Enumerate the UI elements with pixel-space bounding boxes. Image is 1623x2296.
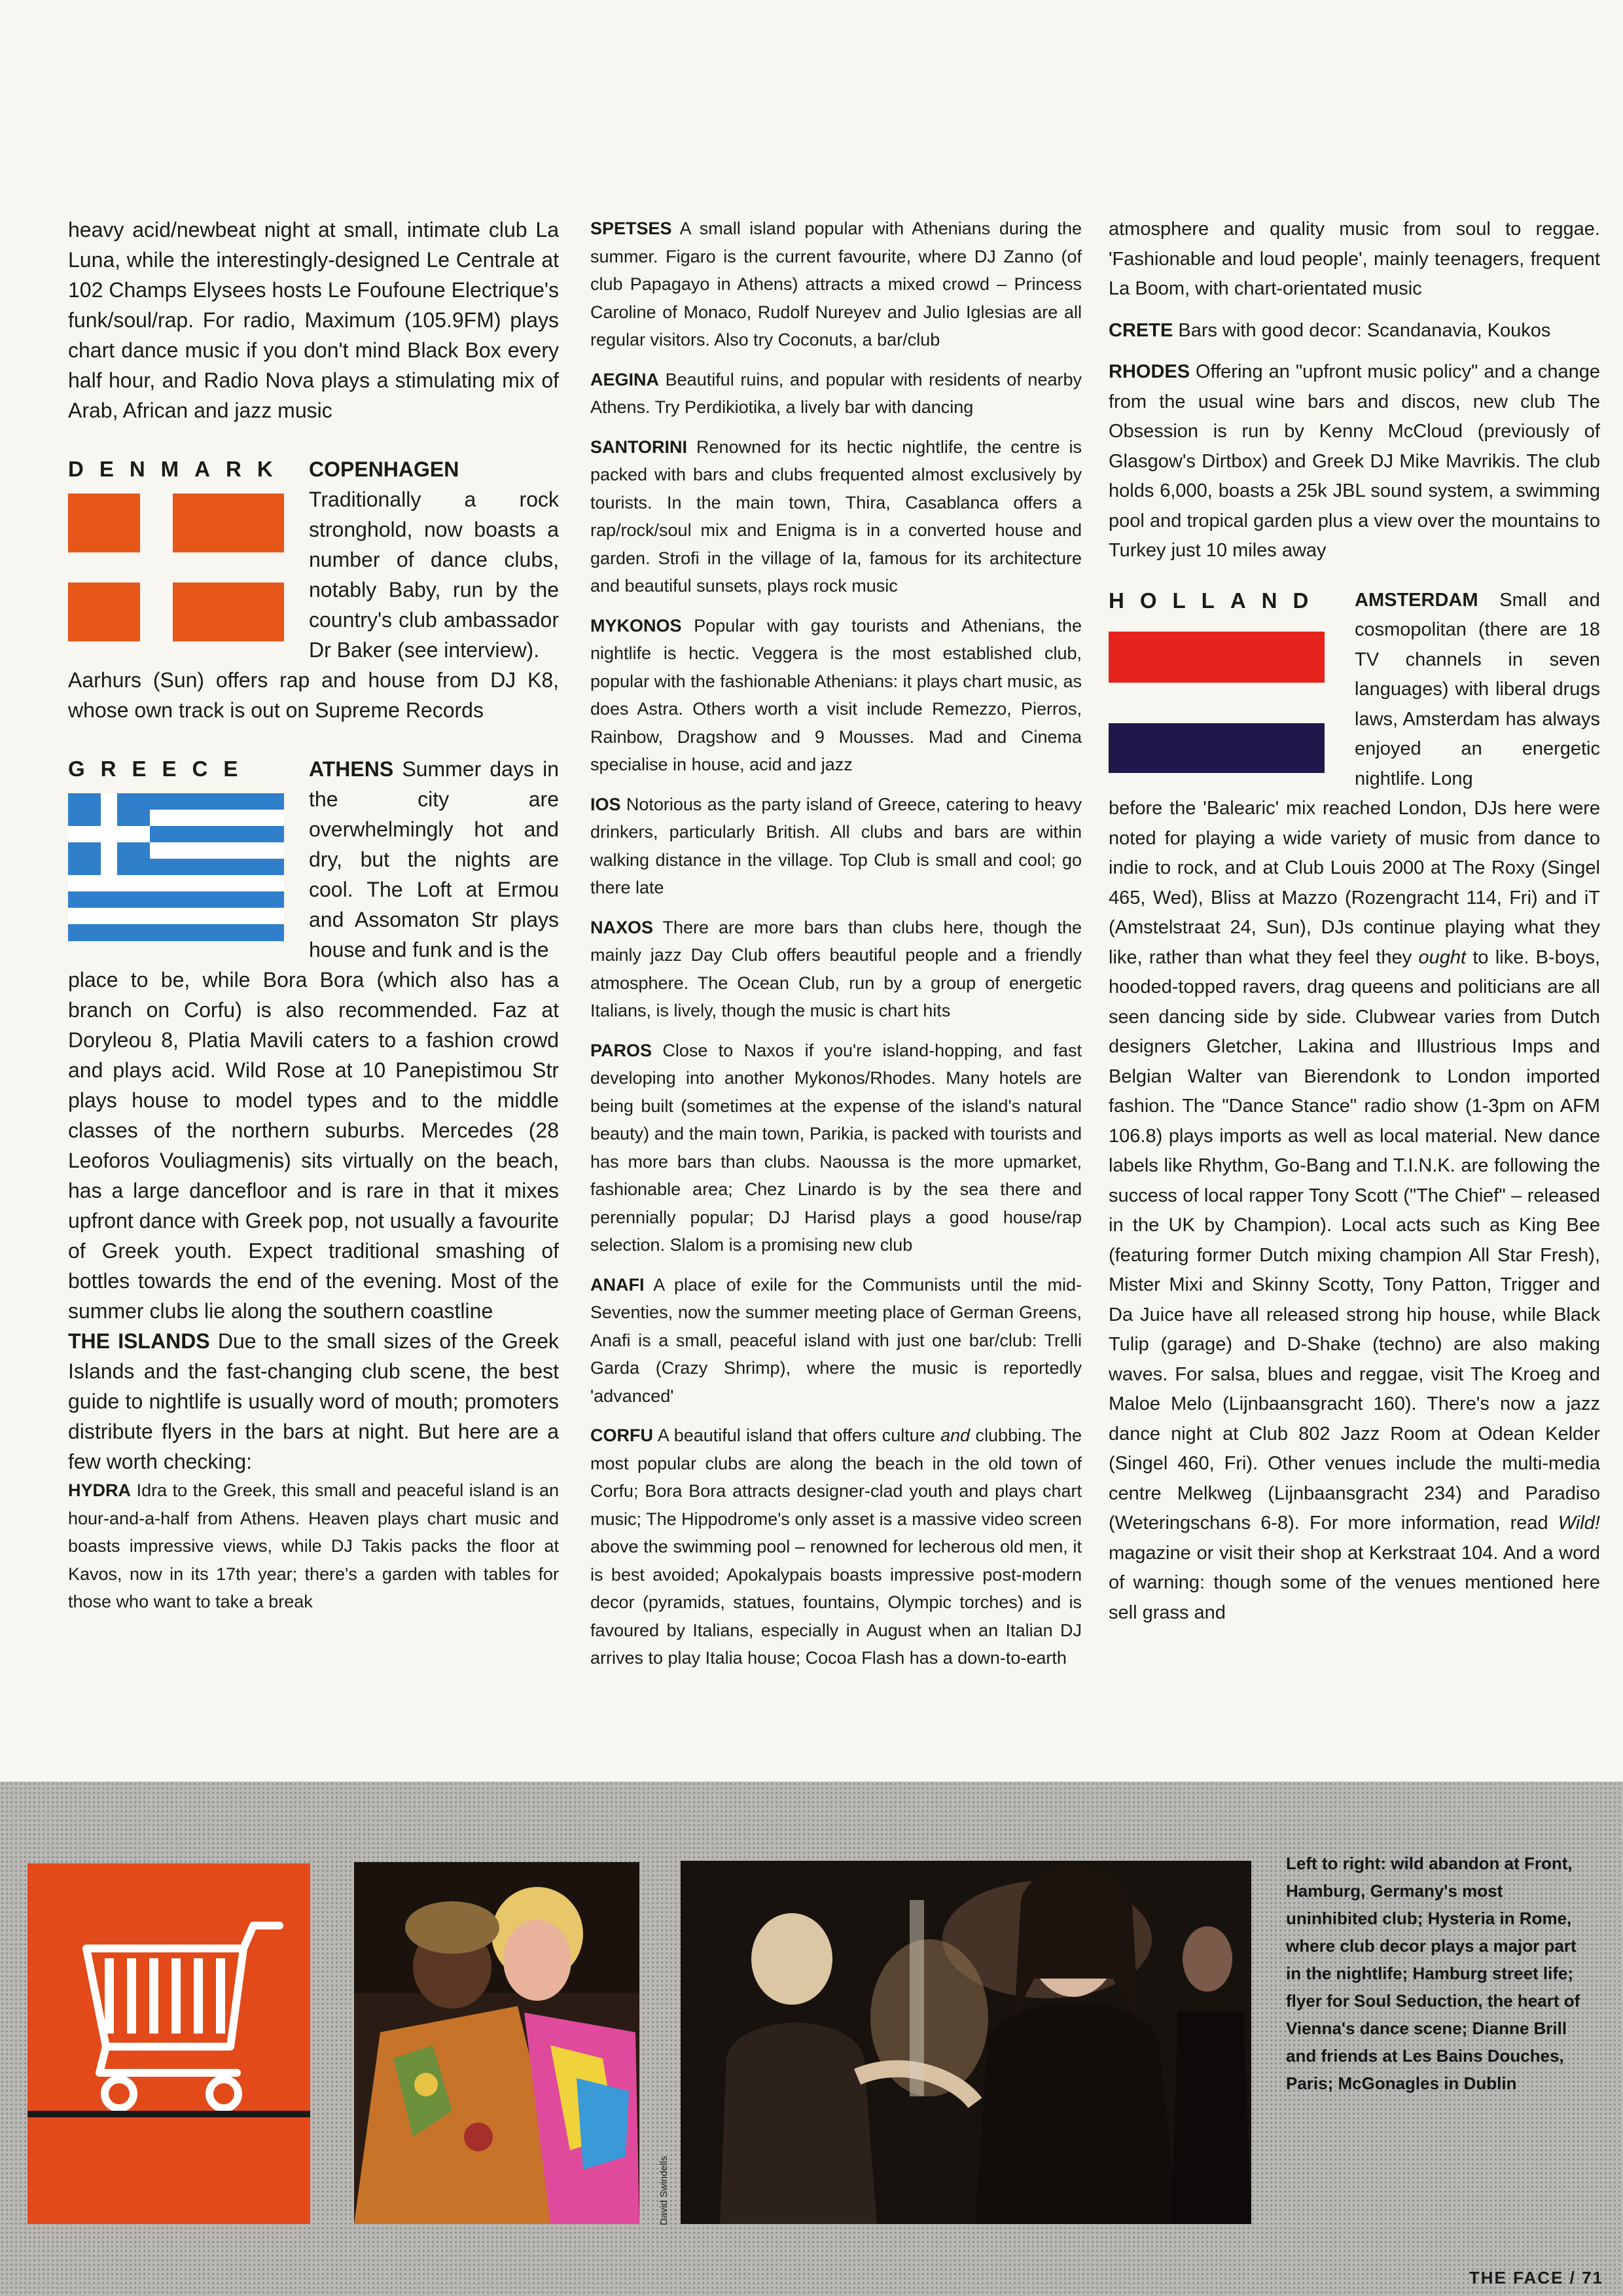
club-photo-2 — [681, 1861, 1251, 2224]
greece-section — [68, 754, 559, 1326]
paris-intro: heavy acid/newbeat night at small, intimate club La Luna, while the interestingly-designed Le Centrale at 102 Champs Elysees hosts Le Foufoune Electrique's funk/soul/rap. For radio, Maximum (105.9FM) plays chart dance music if you don't mind Black Box every half hour, and Radio Nova plays a stimulating mix of Arab, African and jazz music — [68, 218, 559, 422]
islands-section — [68, 1326, 559, 1477]
island-name: HYDRA — [68, 1480, 132, 1500]
island-name: MYKONOS — [590, 615, 682, 636]
island-name: CRETE — [1109, 319, 1173, 341]
denmark-section — [68, 454, 559, 725]
islands-text: Due to the small sizes of the Greek Islands and the fast-changing club scene, the best guide to nightlife is usually word of mouth; promoters distribute flyers in the bars at night. But here are a few worth checking: — [68, 1329, 560, 1473]
island-entry-aegina — [590, 366, 1082, 422]
city-athens: ATHENS — [309, 757, 394, 781]
holland-text-cont — [1109, 794, 1600, 1628]
holland-emphasis-wild: Wild! — [1558, 1513, 1600, 1534]
island-name: RHODES — [1109, 361, 1190, 382]
column-2 — [590, 215, 1082, 1684]
page-folio: THE FACE / 71 — [1469, 2268, 1603, 2287]
country-name-holland: HOLLAND — [1109, 588, 1325, 613]
island-entry-paros — [590, 1037, 1082, 1259]
island-text: Notorious as the party island of Greece, catering to heavy drinkers, particularly British. All clubs and bars are within walking distance in the village. Top Club is small and cool; go there late — [590, 794, 1082, 897]
island-name: ANAFI — [590, 1274, 645, 1295]
island-entry-ios — [590, 791, 1082, 902]
island-name: CORFU — [590, 1426, 653, 1445]
island-entry-corfu — [590, 1422, 1082, 1672]
corfu-text-2: clubbing. The most popular clubs are along the beach in the old town of Corfu; Bora Bora attracts designer-clad youth and plays chart music; The Hippodrome's only asset is a massive video screen above the swimming pool – renowned for lecherous old men, it is best avoided; Apokalypais boasts impressive post-modern decor (pyramids, statues, fountains, Olympic torches) and is favoured by Italians, especially in August when an Italian DJ arrives to play Italia house; Cocoa Flash has a down-to-earth — [590, 1426, 1082, 1668]
athens-text: Summer days in the city are overwhelmingly hot and dry, but the nights are cool. The Loft at Ermou and Assomaton Str plays house and funk and is the — [309, 757, 560, 961]
holland-text-1: before the 'Balearic' mix reached London, DJs here were noted for playing a wide variety of music from dance to indie to rock, and at Club Louis 2000 at The Roxy (Singel 465, Wed), Bliss at Mazzo (Rozengracht 114, Fri) and iT (Amstelstraat 24, Sun), DJs continue playing what they like, rather than what they feel they — [1109, 798, 1600, 968]
photo-caption: Left to right: wild abandon at Front, Hamburg, Germany's most uninhibited club; Hysteria in Rome, where club decor plays a major part in the nightlife; Hamburg street life; flyer for Soul Seduction, the heart of Vienna's dance scene; Dianne Brill and friends at Les Bains Douches, Paris; McGonagles in Dublin — [1286, 1854, 1580, 2093]
island-entry-rhodes — [1109, 357, 1600, 566]
island-text: Beautiful ruins, and popular with residents of nearby Athens. Try Perdikiotika, a lively bar with dancing — [590, 369, 1082, 417]
island-text: Popular with gay tourists and Athenians, the nightlife is hectic. Veggera is the most established club, popular with the fashionable Athenians: it plays chart music, as does Astra. Others worth a visit include Remezzo, Pierros, Rainbow, Dragshow and 9 Mousses. Mad and Cinema specialise in house, acid and jazz — [590, 615, 1082, 774]
corfu-emphasis: and — [940, 1426, 971, 1445]
island-text: Close to Naxos if you're island-hopping, and fast developing into another Mykonos/Rhodes. Many hotels are being built (sometimes at the expense of the island's natural beauty) and the main town, Parikia, is packed with tourists and has more bars than clubs. Naoussa is the more upmarket, fashionable area; Chez Linardo is by the sea there and perennially popular; DJ Harisd plays a good house/rap selection. Slalom is a promising new club — [590, 1040, 1082, 1255]
copenhagen-text: Traditionally a rock stronghold, now boasts a number of dance clubs, notably Baby, run by the country's club ambassador Dr Baker (see interview). — [309, 488, 559, 662]
island-name: IOS — [590, 794, 621, 814]
shopping-cart-panel — [27, 1863, 310, 2224]
holland-text-3: magazine or visit their shop at Kerkstraat 104. And a word of warning: though some of the venues mentioned here sell grass and — [1109, 1542, 1600, 1623]
photo-credit: David Swindells — [658, 2156, 669, 2225]
island-name: SANTORINI — [590, 437, 688, 457]
greece-text-cont: place to be, while Bora Bora (which also has a branch on Corfu) is also recommended. Faz at Doryleou 8, Platia Mavili caters to a fashion crowd and plays acid. Wild Rose at 10 Panepistimou Str plays house to model types and to the middle classes of the northern suburbs. Mercedes (28 Leoforos Vouliagmenis) sits virtually on the beach, has a large dancefloor and is rare in that it mixes upfront dance with Greek pop, not usually a favourite of Greek youth. Expect traditional smashing of bottles towards the end of the evening. Most of the summer clubs lie along the southern coastline — [68, 968, 559, 1323]
corfu-continued: atmosphere and quality music from soul to reggae. 'Fashionable and loud people', mainly teenagers, frequent La Boom, with chart-orientated music — [1109, 219, 1600, 299]
island-text: Renowned for its hectic nightlife, the centre is packed with bars and clubs frequented almost exclusively by tourists. In the main town, Thira, Casablanca offers a rap/rock/soul mix and Enigma is in a converted house and garden. Strofi in the village of Ia, famous for its architecture and beautiful sunsets, plays rock music — [590, 437, 1082, 596]
islands-heading: THE ISLANDS — [68, 1329, 210, 1353]
island-entry-crete — [1109, 316, 1600, 346]
club-photo-1 — [354, 1862, 639, 2224]
island-entry-naxos — [590, 914, 1082, 1025]
city-amsterdam: AMSTERDAM — [1355, 589, 1478, 611]
country-name-greece: GREECE — [68, 757, 254, 781]
island-text: Bars with good decor: Scandanavia, Koukos — [1178, 319, 1551, 341]
island-entry-anafi — [590, 1271, 1082, 1410]
shopping-cart-icon — [27, 1863, 310, 2224]
island-name: AEGINA — [590, 369, 660, 389]
denmark-text-cont: Aarhurs (Sun) offers rap and house from DJ K8, whose own track is out on Supreme Records — [68, 668, 559, 722]
island-entry-spetses — [590, 215, 1082, 354]
country-name-denmark: DENMARK — [68, 457, 289, 481]
greece-flag-icon — [68, 793, 284, 941]
amsterdam-text: Small and cosmopolitan (there are 18 TV channels in seven languages) with liberal drugs laws, Amsterdam has always enjoyed an energetic nightlife. Long — [1355, 589, 1600, 789]
island-entry-hydra — [68, 1477, 559, 1616]
holland-emphasis-ought: ought — [1418, 946, 1467, 968]
island-text: A place of exile for the Communists until the mid-Seventies, now the summer meeting place of German Greens, Anafi is a small, peaceful island with just one bar/club: Trelli Garda (Crazy Shrimp), where the music is reportedly 'advanced' — [590, 1274, 1082, 1406]
holland-section — [1109, 586, 1600, 1628]
island-text: Idra to the Greek, this small and peaceful island is an hour-and-a-half from Athens. Heaven plays chart music and boasts impressive views, while DJ Takis packs the floor at Kavos, now in its 17th year; there's a garden with tables for those who want to take a break — [68, 1480, 559, 1611]
holland-text-2: to like. B-boys, hooded-topped ravers, drag queens and politicians are all seen dancing side by side. Clubwear varies from Dutch designers Gletcher, Lakina and Illustrious Imps and Belgian Walter van Bierendonk to London imported fashion. The "Dance Stance" radio show (1-3pm on AFM 106.8) plays imports as well as local material. New dance labels like Rhythm, Go-Bang and T.I.N.K. are following the success of local rapper Tony Scott ("The Chief" – released in the UK by Champion). Local acts such as King Bee (featuring former Dutch mixing champion All Star Fresh), Mister Mixi and Skinny Scotty, Tony Patton, Trigger and Da Juice have all released strong hip house, while Black Tulip (garage) and D-Shake (techno) are also making waves. For salsa, blues and reggae, visit The Kroeg and Maloe Melo (Lijnbaansgracht 160). There's now a jazz dance night at Club 802 Jazz Room at Odean Kelder (Singel 460, Fri). Other venues include the multi-media centre Melkweg (Lijnbaansgracht 234) and Paradiso (Weteringschans 6-8). For more information, read — [1109, 946, 1600, 1534]
island-name: SPETSES — [590, 219, 672, 238]
denmark-flag-icon — [68, 493, 284, 641]
column-3 — [1109, 215, 1600, 1628]
island-text: There are more bars than clubs here, though the mainly jazz Day Club offers beautiful people and a friendly atmosphere. The Ocean Club, run by a group of energetic Italians, is lively, though the music is chart hits — [590, 917, 1082, 1020]
island-text: Offering an "upfront music policy" and a change from the usual wine bars and discos, new club The Obsession is run by Kenny McCloud (previously of Glasgow's Dirtbox) and Greek DJ Mike Mavrikis. The club holds 6,000, boasts a 25k JBL sound system, a swimming pool and tropical garden plus a view over the mountains to Turkey just 10 miles away — [1109, 361, 1600, 561]
island-name: PAROS — [590, 1040, 652, 1060]
corfu-text-1: A beautiful island that offers culture — [657, 1426, 941, 1445]
holland-flag-icon — [1109, 625, 1325, 773]
island-text: A small island popular with Athenians during the summer. Figaro is the current favourite, where DJ Zanno (of club Papagayo in Athens) attracts a mixed crowd – Princess Caroline of Monaco, Rudolf Nureyev and Julio Iglesias are all regular visitors. Also try Coconuts, a bar/club — [590, 219, 1082, 350]
city-copenhagen: COPENHAGEN — [309, 457, 459, 481]
island-name: NAXOS — [590, 917, 654, 937]
island-entry-mykonos — [590, 612, 1082, 779]
island-entry-santorini — [590, 433, 1082, 600]
club-photo-1-image — [354, 1862, 639, 2224]
club-photo-2-image — [681, 1861, 1251, 2224]
column-1 — [68, 215, 559, 1616]
